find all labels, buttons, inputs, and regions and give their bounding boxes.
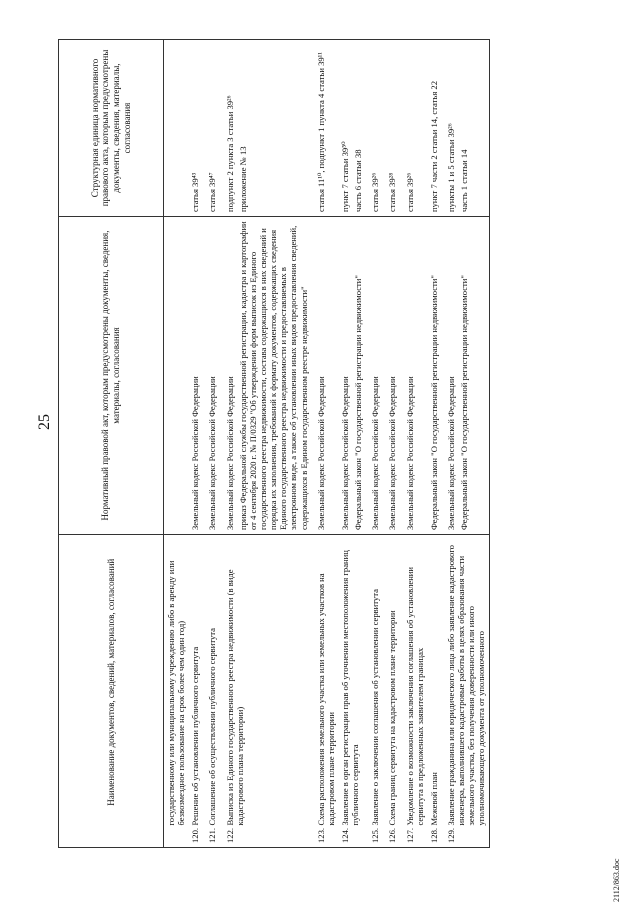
- row-document-name: Заявление гражданина или юридического лица либо заявление кадастрового инженера, выполнившего кадастровые работы в целях образования части земельного участка, без получения доверенности или иного уполномочивающего документа от уполномоченного: [444, 535, 489, 830]
- row-legal-acts: [385, 217, 402, 535]
- legal-act: Земельный кодекс Российской Федерации: [207, 376, 218, 530]
- row-structural-units: [385, 40, 402, 217]
- legal-act: Земельный кодекс Российской Федерации: [370, 376, 381, 530]
- row-number: 125.: [368, 830, 385, 848]
- structural-unit: статья 39²⁸: [387, 172, 398, 212]
- structural-unit: часть 1 статьи 14: [459, 149, 470, 212]
- structural-unit: приложение № 13: [237, 146, 248, 212]
- row-number: 126.: [385, 830, 402, 848]
- structural-unit: подпункт 2 пункта 3 статьи 39²⁶: [224, 95, 235, 212]
- row-legal-acts: [427, 217, 444, 535]
- table-row: [338, 40, 368, 848]
- legal-act: Федеральный закон "О государственной регистрации недвижимости": [428, 275, 439, 530]
- table-row: [403, 40, 427, 848]
- row-structural-units: [164, 40, 189, 217]
- legal-act: приказ Федеральной службы государственной регистрации, кадастра и картографии от 4 сентября 2020 г. № П/0329 "Об утверждении форм выписок из Единого государственного реестра недвижимости, состава содержащихся в них сведений и порядка их заполнения, требований к формату документов, содержащих сведения Единого государственного реестра недвижимости и предоставляемых в электронном виде, а также об установлении иных видов предоставления сведений, содержащихся в Едином государственном реестре недвижимости": [237, 221, 309, 530]
- rotated-document-table: [58, 40, 592, 848]
- row-document-name: Межевой план: [427, 535, 444, 830]
- row-number: 122.: [223, 830, 314, 848]
- row-document-name: Решение об установлении публичного сервитута: [188, 535, 205, 830]
- table-body: [164, 40, 490, 848]
- structural-unit: статья 39⁴⁷: [207, 172, 218, 212]
- row-number: 123.: [314, 830, 338, 848]
- row-document-name: Схема границ сервитута на кадастровом плане территории: [385, 535, 402, 830]
- row-structural-units: [427, 40, 444, 217]
- structural-unit: пункт 7 статьи 39⁵⁰: [339, 141, 350, 212]
- row-document-name: Соглашение об осуществлении публичного сервитута: [205, 535, 222, 830]
- table-row: [164, 40, 189, 848]
- header-num: [59, 830, 164, 848]
- row-number: [164, 830, 189, 848]
- row-legal-acts: [188, 217, 205, 535]
- structural-unit: пункты 1 и 5 статьи 39²⁶: [445, 123, 456, 212]
- table-row: [223, 40, 314, 848]
- header-name: Наименование документов, сведений, материалов, согласований: [59, 535, 164, 830]
- row-number: 121.: [205, 830, 222, 848]
- header-unit: Структурная единица нормативного правового акта, которым предусмотрены документы, сведения, материалы, согласования: [59, 40, 164, 217]
- row-structural-units: [188, 40, 205, 217]
- legal-act: Земельный кодекс Российской Федерации: [339, 376, 350, 530]
- row-structural-units: [403, 40, 427, 217]
- footer-code: 2112/863.doc: [612, 858, 621, 902]
- legal-act: Земельный кодекс Российской Федерации: [404, 376, 415, 530]
- row-document-name: Заявление о заключении соглашения об установлении сервитута: [368, 535, 385, 830]
- legal-act: Земельный кодекс Российской Федерации: [190, 376, 201, 530]
- table-row: [444, 40, 489, 848]
- header-act: Нормативный правовой акт, которым предусмотрены документы, сведения, материалы, согласования: [59, 217, 164, 535]
- row-number: 127.: [403, 830, 427, 848]
- row-structural-units: [314, 40, 338, 217]
- row-document-name: Заявление в орган регистрации прав об уточнении местоположения границ публичного сервитута: [338, 535, 368, 830]
- row-structural-units: [444, 40, 489, 217]
- row-legal-acts: [403, 217, 427, 535]
- row-document-name: Схема расположения земельного участка или земельных участков на кадастровом плане территории: [314, 535, 338, 830]
- row-document-name: Уведомление о возможности заключения соглашения об установлении сервитута в предложенных заявителем границах: [403, 535, 427, 830]
- row-structural-units: [368, 40, 385, 217]
- row-number: 124.: [338, 830, 368, 848]
- row-legal-acts: [338, 217, 368, 535]
- row-legal-acts: [223, 217, 314, 535]
- row-legal-acts: [444, 217, 489, 535]
- structural-unit: статья 11¹⁰, подпункт 1 пункта 4 статьи 39¹¹: [315, 52, 326, 212]
- row-legal-acts: [164, 217, 189, 535]
- page-number: 25: [36, 414, 53, 430]
- structural-unit: статья 39²⁶: [370, 172, 381, 212]
- structural-unit: пункт 7 части 2 статьи 14, статья 22: [428, 80, 439, 212]
- legal-act: Земельный кодекс Российской Федерации: [315, 376, 326, 530]
- table-row: [188, 40, 205, 848]
- documents-table: [58, 39, 490, 848]
- legal-act: Земельный кодекс Российской Федерации: [387, 376, 398, 530]
- legal-act: Земельный кодекс Российской Федерации: [224, 376, 235, 530]
- table-row: [427, 40, 444, 848]
- legal-act: Федеральный закон "О государственной регистрации недвижимости": [459, 275, 470, 530]
- row-legal-acts: [205, 217, 222, 535]
- structural-unit: часть 6 статьи 38: [353, 149, 364, 212]
- table-row: [368, 40, 385, 848]
- row-structural-units: [223, 40, 314, 217]
- row-document-name: государственному или муниципальному учреждению либо в аренду или безвозмездное пользование на срок более чем один год): [164, 535, 189, 830]
- row-legal-acts: [314, 217, 338, 535]
- table-row: [205, 40, 222, 848]
- table-row: [314, 40, 338, 848]
- row-number: 128.: [427, 830, 444, 848]
- table-row: [385, 40, 402, 848]
- structural-unit: статья 39²⁶: [404, 172, 415, 212]
- row-number: 129.: [444, 830, 489, 848]
- legal-act: Земельный кодекс Российской Федерации: [445, 376, 456, 530]
- row-legal-acts: [368, 217, 385, 535]
- table-header-row: [59, 40, 164, 848]
- row-document-name: Выписка из Единого государственного реестра недвижимости (в виде кадастрового плана территории): [223, 535, 314, 830]
- row-structural-units: [205, 40, 222, 217]
- row-number: 120.: [188, 830, 205, 848]
- legal-act: Федеральный закон "О государственной регистрации недвижимости": [353, 275, 364, 530]
- structural-unit: статья 39⁴³: [190, 172, 201, 212]
- row-structural-units: [338, 40, 368, 217]
